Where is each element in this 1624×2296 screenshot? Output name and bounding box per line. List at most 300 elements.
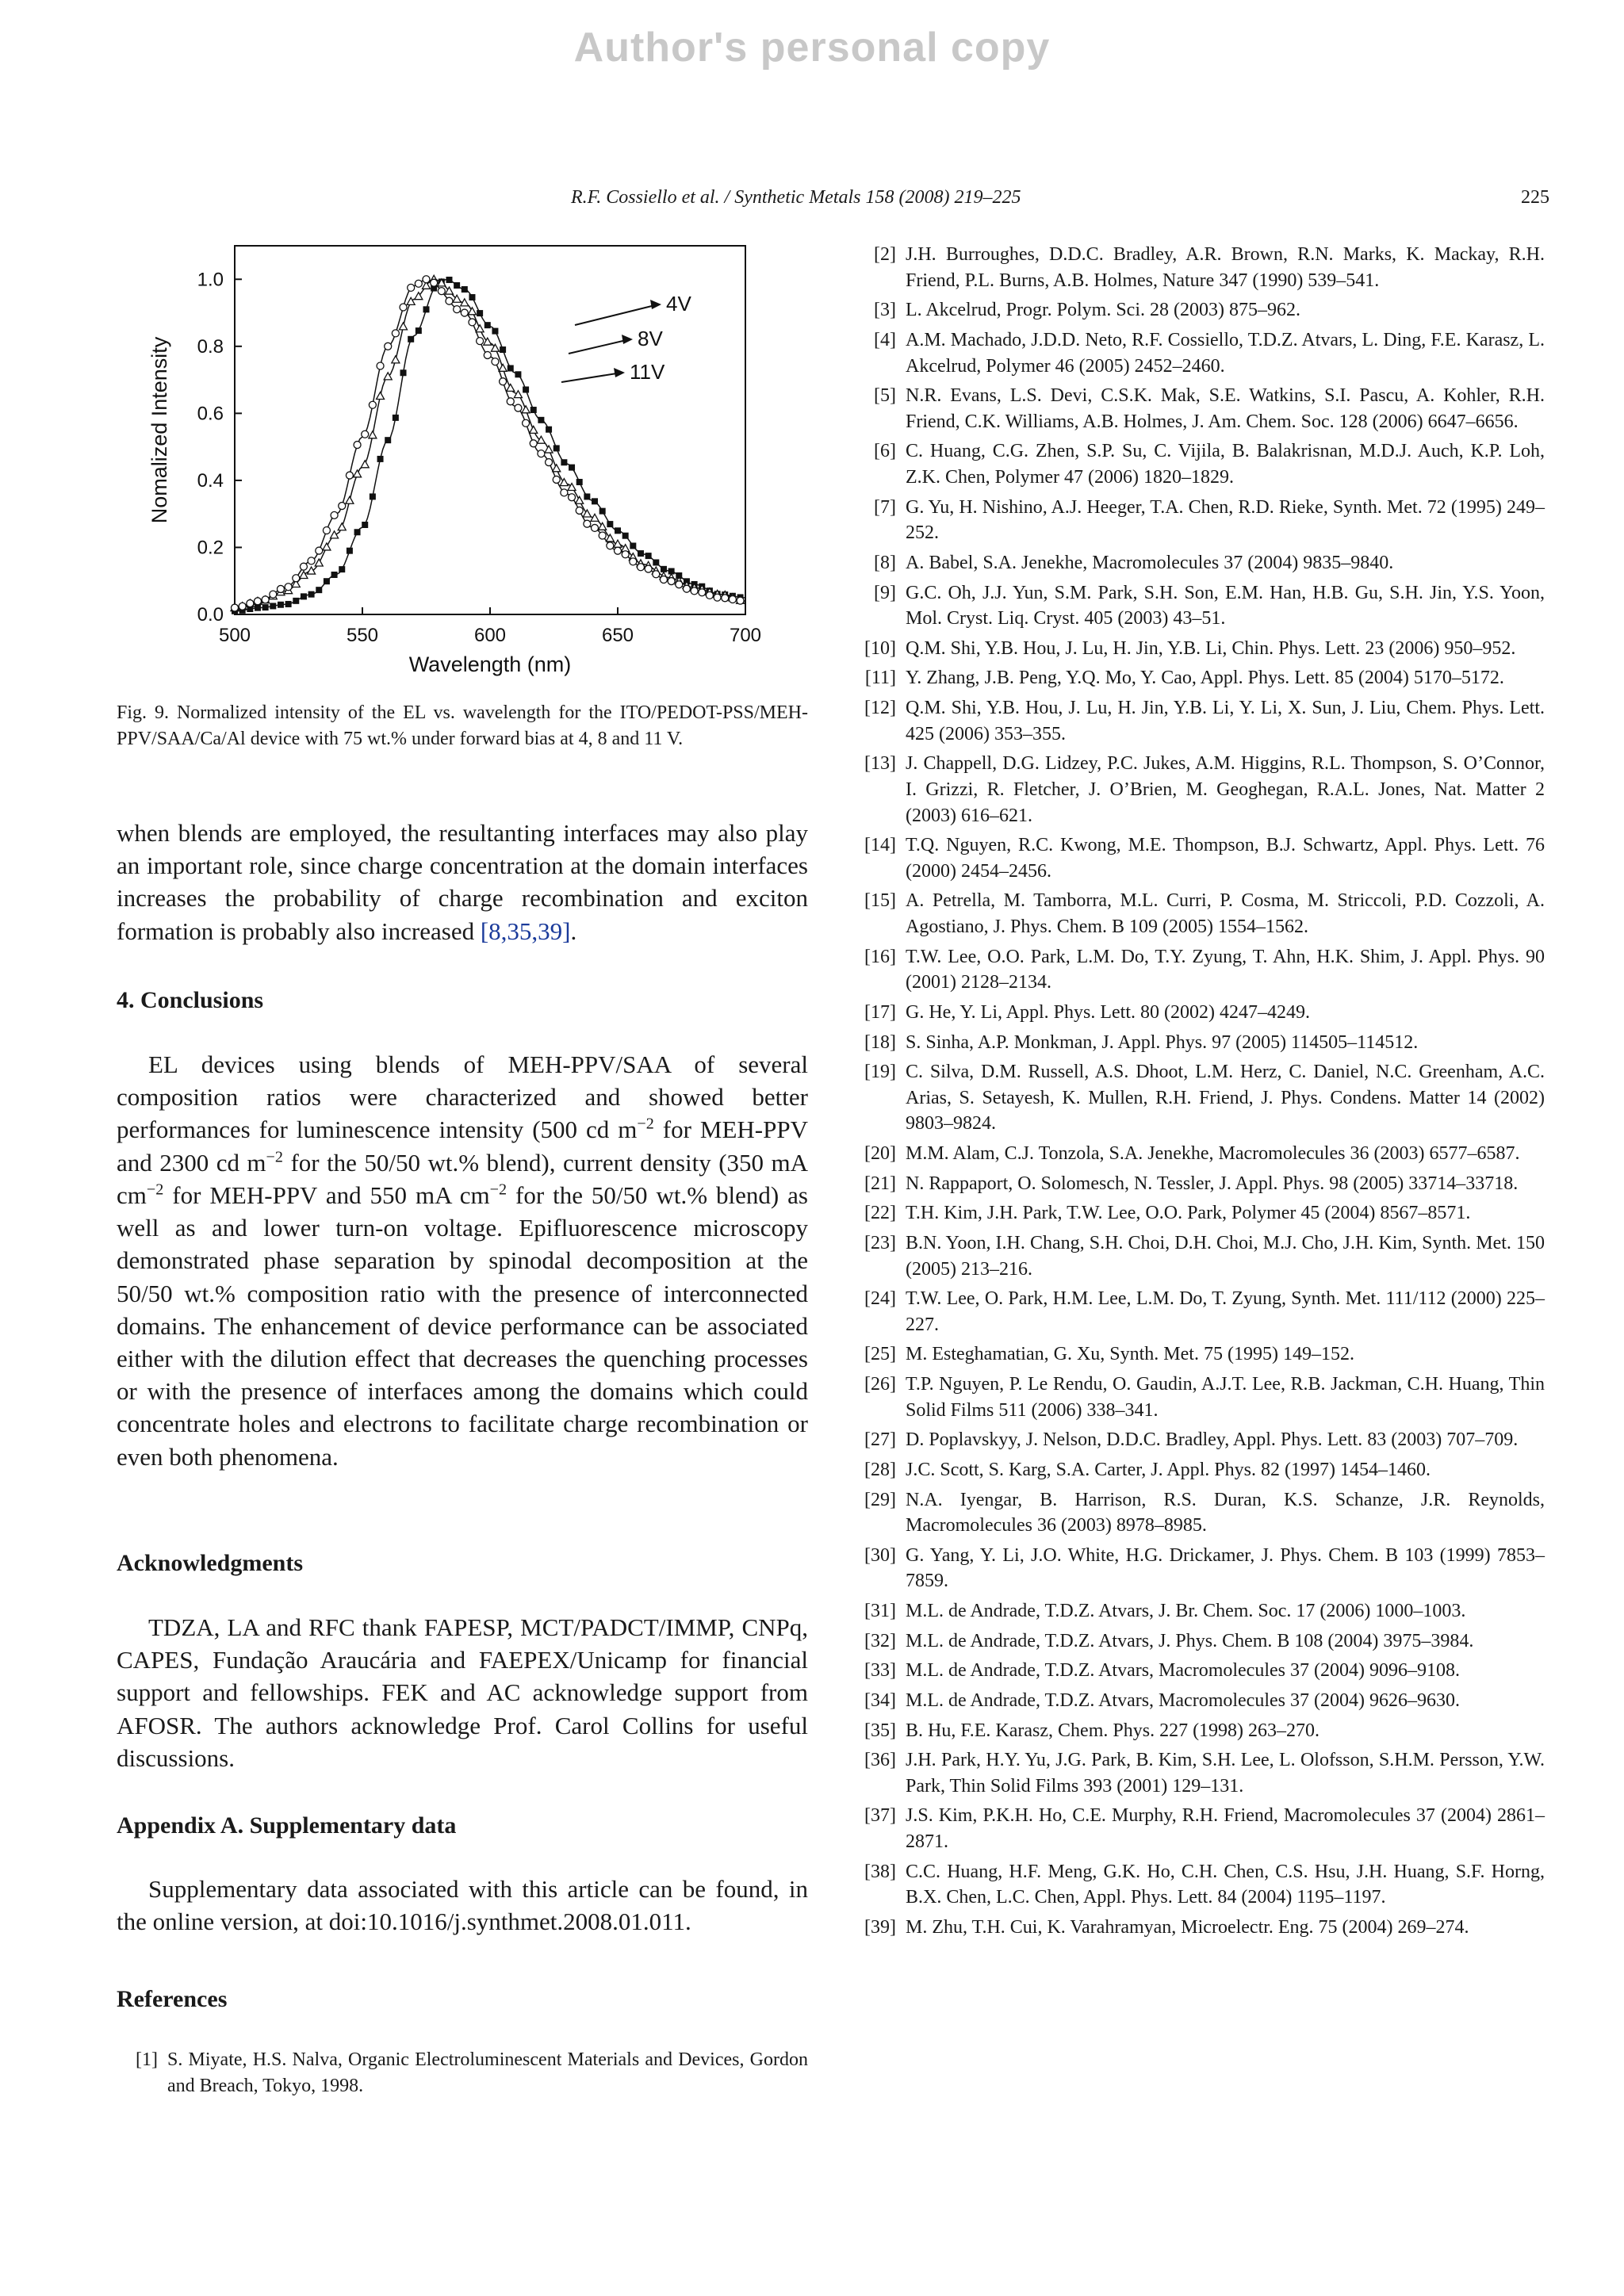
reference-item [855,636,1545,662]
data-point [438,288,445,295]
reference-text: N.R. Evans, L.S. Devi, C.S.K. Mak, S.E. Watkins, S.I. Pascu, A. Kohler, R.H. Friend, C.K. Williams, A.B. Holmes, J. Am. Chem. Soc. 128 (2006) 6647–6656. [906,385,1545,432]
appendix-heading: Appendix A. Supplementary data [117,1812,457,1839]
reference-text: G. He, Y. Li, Appl. Phys. Lett. 80 (2002) 4247–4249. [906,1001,1310,1023]
conclusions-paragraph [117,1048,808,1473]
y-tick-label: 0.8 [197,335,224,358]
paragraph-end: . [570,916,577,945]
reference-text: B.N. Yoon, I.H. Chang, S.H. Choi, D.H. Choi, M.J. Cho, J.H. Kim, Synth. Met. 150 (2005) 213–216. [906,1232,1545,1280]
reference-number: [17] [864,1001,896,1023]
reference-item [855,495,1545,546]
reference-number: [34] [864,1689,896,1711]
running-head: R.F. Cossiello et al. / Synthetic Metals 158 (2008) 219–225 [571,187,1021,208]
data-point [239,603,246,610]
data-point [599,508,606,515]
text-segment: for MEH-PPV and 550 mA cm [163,1181,490,1209]
superscript: −2 [266,1148,283,1166]
reference-number: [38] [864,1861,896,1882]
acknowledgments-paragraph: TDZA, LA and RFC thank FAPESP, MCT/PADCT/IMMP, CNPq, CAPES, Fundação Araucária and FAEPEX/Unicamp for financial support and fellowships. FEK and AC acknowledge support from AFOSR. The authors acknowledge Prof. Carol Collins for useful discussions. [117,1613,808,1772]
data-point [407,297,415,304]
reference-number: [5] [874,385,896,407]
data-point [308,591,315,598]
reference-number: [2] [874,244,896,265]
reference-text: M.M. Alam, C.J. Tonzola, S.A. Jenekhe, Macromolecules 36 (2003) 6577–6587. [906,1143,1520,1164]
reference-text: T.H. Kim, J.H. Park, T.W. Lee, O.O. Park, Polymer 45 (2004) 8567–8571. [906,1203,1471,1224]
reference-number: [24] [864,1288,896,1310]
data-point [277,585,284,592]
data-point [538,450,545,457]
body-paragraph [117,817,808,947]
data-point [469,294,475,300]
reference-number: [7] [874,496,896,518]
reference-text: C. Huang, C.G. Zhen, S.P. Su, C. Vijila, B. Balakrisnan, M.D.J. Auch, K.P. Loh, Z.K. Chen, Polymer 47 (2006) 1820–1829. [906,441,1545,488]
data-point [400,323,408,330]
reference-number: [6] [874,441,896,462]
data-point [400,369,407,376]
annotation-arrow [575,304,658,325]
data-point [262,604,269,610]
annotation-arrowhead [650,300,661,309]
data-point [293,598,299,604]
data-point [300,563,307,570]
data-point [301,593,307,599]
data-point [476,325,484,332]
data-point [461,309,468,316]
reference-item [855,1747,1545,1799]
reference-number: [15] [864,890,896,912]
reference-number: [36] [864,1750,896,1771]
data-point [270,591,277,598]
reference-item [855,888,1545,939]
data-point [545,446,553,453]
x-tick-label: 700 [729,625,762,646]
reference-number: [39] [864,1916,896,1938]
data-point [354,470,362,477]
x-tick-label: 500 [218,625,251,646]
reference-item [855,1141,1545,1167]
reference-number: [9] [874,582,896,603]
data-point [431,279,438,286]
data-point [691,587,698,595]
data-point [500,378,507,385]
reference-item [855,1628,1545,1655]
data-point [454,306,461,313]
reference-text: T.W. Lee, O. Park, H.M. Lee, L.M. Do, T. Zyung, Synth. Met. 111/112 (2000) 225–227. [906,1288,1545,1335]
reference-list-left [117,2047,808,2103]
data-point [499,364,507,371]
data-point [323,527,330,534]
data-point [622,533,629,539]
data-point [522,406,530,413]
data-point [584,493,590,499]
reference-number: [13] [864,753,896,775]
data-point [706,591,713,599]
data-point [599,522,607,530]
reference-number: [3] [874,300,896,321]
data-point [569,494,576,501]
data-point [469,319,476,326]
page-number: 225 [1521,187,1549,208]
references-heading: References [117,1986,228,2012]
data-point [362,522,368,528]
data-point [477,338,484,345]
data-point [484,351,491,358]
data-point [293,575,300,582]
data-point [599,532,606,539]
data-point [645,565,652,572]
annotation-arrowhead [614,368,625,377]
data-point [270,603,276,609]
data-point [446,297,453,304]
reference-text: S. Miyate, H.S. Nalva, Organic Electroluminescent Materials and Devices, Gordon and Breach, Tokyo, 1998. [167,2049,808,2096]
reference-item [855,1200,1545,1226]
reference-number: [11] [864,668,896,689]
x-tick-label: 550 [346,625,379,646]
data-point [346,472,353,479]
data-point [530,426,538,433]
y-tick-label: 1.0 [197,269,224,291]
reference-item [855,1803,1545,1854]
data-point [668,578,675,585]
data-point [285,601,292,607]
reference-text: M. Esteghamatian, G. Xu, Synth. Met. 75 (1995) 149–152. [906,1344,1354,1365]
data-point [615,547,622,554]
y-tick-label: 0.0 [197,604,224,626]
reference-list-right [855,242,1545,1945]
reference-item [855,1171,1545,1197]
data-point [607,521,613,527]
reference-item [855,832,1545,884]
data-point [507,398,514,405]
reference-number: [18] [864,1031,896,1053]
data-point [369,401,376,408]
reference-number: [33] [864,1660,896,1682]
data-point [377,392,385,400]
data-point [408,336,414,342]
reference-number: [32] [864,1630,896,1651]
x-tick-label: 600 [473,625,507,646]
reference-number: [30] [864,1544,896,1566]
data-point [638,550,644,557]
reference-text: G. Yu, H. Nishino, A.J. Heeger, T.A. Chen, R.D. Rieke, Synth. Met. 72 (1995) 249–252. [906,496,1545,544]
reference-number: [8] [874,552,896,573]
data-point [262,596,269,603]
data-point [492,328,498,335]
data-point [416,327,422,334]
reference-item [855,1718,1545,1744]
data-point [515,404,522,411]
reference-text: J.C. Scott, S. Karg, S.A. Carter, J. Appl. Phys. 82 (1997) 1454–1460. [906,1459,1431,1480]
data-point [523,386,529,392]
data-point [530,440,537,447]
reference-number: [14] [864,835,896,856]
data-point [637,564,644,571]
annotation-arrow [561,373,622,382]
reference-number: [1] [136,2049,158,2070]
reference-text: N. Rappaport, O. Solomesch, N. Tessler, J. Appl. Phys. 98 (2005) 33714–33718. [906,1173,1519,1194]
reference-item [855,1230,1545,1282]
data-point [561,489,568,496]
reference-text: J.H. Park, H.Y. Yu, J.G. Park, B. Kim, S.H. Lee, L. Olofsson, S.H.M. Persson, Y.W. Park, Thin Solid Films 393 (2001) 129–131. [906,1750,1545,1797]
data-point [247,600,254,607]
data-point [576,479,583,485]
reference-text: M.L. de Andrade, T.D.Z. Atvars, Macromolecules 37 (2004) 9096–9108. [906,1660,1460,1682]
reference-number: [37] [864,1805,896,1827]
reference-text: M.L. de Andrade, T.D.Z. Atvars, Macromolecules 37 (2004) 9626–9630. [906,1689,1460,1711]
reference-number: [20] [864,1143,896,1164]
data-point [369,431,377,438]
data-point [508,365,514,371]
reference-item [855,242,1545,293]
text-segment: for the 50/50 wt.% blend) as well as and lower turn-on voltage. Epifluorescence microscopy demonstrated phase separation by spinodal decomposition at the 50/50 wt.% composition ratio with the presence of interconnected domains. The enhancement of device performance can be associated either with the dilution effect that decreases the quenching processes or with the presence of interfaces among the domains which could concentrate holes and electrons to facilitate charge recombination or even both phenomena. [117,1181,808,1471]
data-point [308,557,315,564]
reference-item [855,1372,1545,1423]
reference-text: J.H. Burroughes, D.D.C. Bradley, A.R. Brown, R.N. Marks, K. Mackay, R.H. Friend, P.L. Burns, A.B. Holmes, Nature 347 (1990) 539–541. [906,244,1545,291]
data-point [361,461,369,468]
data-point [423,306,430,312]
annotation-label: 4V [666,292,691,316]
superscript: −2 [146,1181,164,1199]
data-point [653,571,660,578]
data-point [392,356,400,363]
data-point [576,507,583,514]
data-point [377,362,384,369]
data-point [377,456,384,462]
reference-item [855,1543,1545,1594]
acknowledgments-heading: Acknowledgments [117,1550,304,1576]
reference-number: [25] [864,1344,896,1365]
data-point [615,527,621,534]
data-point [316,547,323,554]
data-point [607,542,614,549]
data-point [729,595,736,603]
superscript: −2 [637,1115,654,1134]
text-segment: for the 50/50 wt.% blend), current density (350 mA cm [117,1148,808,1209]
reference-item [855,438,1545,490]
reference-number: [4] [874,329,896,350]
data-point [446,277,452,283]
data-point [468,308,476,315]
reference-number: [35] [864,1720,896,1741]
watermark: Author's personal copy [573,25,1051,71]
reference-item [855,297,1545,323]
data-point [576,496,584,503]
reference-item [855,1457,1545,1483]
reference-text: C.C. Huang, H.F. Meng, G.K. Ho, C.H. Chen, C.S. Hsu, J.H. Huang, S.F. Horng, B.X. Chen, L.C. Chen, Appl. Phys. Lett. 84 (2004) 1195–1197. [906,1861,1545,1908]
data-point [592,498,598,504]
data-point [584,520,591,527]
data-point [393,415,399,421]
data-point [477,310,483,316]
superscript: −2 [489,1181,508,1199]
data-point [338,523,346,530]
reference-number: [22] [864,1203,896,1224]
data-point [683,585,690,592]
reference-number: [10] [864,637,896,659]
reference-text: Q.M. Shi, Y.B. Hou, J. Lu, H. Jin, Y.B. Li, Y. Li, X. Sun, J. Liu, Chem. Phys. Lett. 425 (2006) 353–355. [906,698,1545,744]
data-point [492,358,499,365]
data-point [538,417,544,423]
reference-item [855,695,1545,747]
reference-number: [16] [864,946,896,967]
reference-item [855,327,1545,379]
data-point [385,342,392,350]
data-point [354,529,361,535]
reference-number: [19] [864,1062,896,1083]
data-point [392,330,399,337]
reference-text: A. Petrella, M. Tamborra, M.L. Curri, P. Cosma, M. Striccoli, P.D. Cozzoli, A. Agostiano, J. Phys. Chem. B 109 (2005) 1554–1562. [906,890,1545,937]
reference-item [855,1286,1545,1337]
citation-link[interactable]: [8,35,39] [480,916,571,945]
reference-text: J. Chappell, D.G. Lidzey, P.C. Jukes, A.M. Higgins, R.L. Thompson, S. O’Connor, I. Grizzi, R. Fletcher, J. O’Brien, M. Geoghegan, R.A.L. Jones, Nat. Matter 2 (2003) 616–621. [906,753,1545,826]
data-point [339,503,346,510]
data-point [370,493,376,499]
reference-text: L. Akcelrud, Progr. Polym. Sci. 28 (2003) 875–962. [906,300,1300,321]
reference-text: N.A. Iyengar, B. Harrison, R.S. Duran, K.S. Schanze, J.R. Reynolds, Macromolecules 36 (2003) 8978–8985. [906,1489,1545,1536]
data-point [232,604,239,611]
reference-item [855,1487,1545,1539]
reference-number: [12] [864,698,896,718]
conclusions-heading: 4. Conclusions [117,987,264,1013]
annotation-label: 8V [638,327,663,350]
data-point [546,427,552,433]
data-point [315,559,323,566]
figure-9-chart [147,238,785,682]
reference-number: [23] [864,1232,896,1253]
data-point [507,384,515,391]
reference-text: M.L. de Andrade, T.D.Z. Atvars, J. Phys. Chem. B 108 (2004) 3975–3984. [906,1630,1474,1651]
data-point [491,344,499,351]
data-point [254,598,261,605]
reference-text: G. Yang, Y. Li, J.O. White, H.G. Drickamer, J. Phys. Chem. B 103 (1999) 7853–7859. [906,1544,1545,1592]
data-point [630,558,637,565]
data-point [331,511,338,519]
data-point [606,534,614,541]
annotation-label: 11V [630,360,665,384]
reference-text: S. Sinha, A.P. Monkman, J. Appl. Phys. 97 (2005) 114505–114512. [906,1031,1419,1053]
reference-item [855,550,1545,576]
data-point [660,576,667,583]
data-point [583,510,591,517]
data-point [645,553,652,559]
reference-item [117,2047,808,2099]
data-point [569,465,575,471]
reference-item [855,1341,1545,1368]
reference-item [855,1030,1545,1056]
reference-item [855,1059,1545,1137]
data-point [561,459,567,465]
reference-item [855,665,1545,691]
reference-item [855,383,1545,434]
reference-text: T.P. Nguyen, P. Le Rendu, O. Gaudin, A.J.T. Lee, R.B. Jackman, C.H. Huang, Thin Solid Films 511 (2006) 338–341. [906,1374,1545,1421]
data-point [676,581,683,588]
data-point [485,322,491,328]
data-point [385,437,391,443]
reference-text: A. Babel, S.A. Jenekhe, Macromolecules 37 (2004) 9835–9840. [906,552,1394,573]
reference-number: [29] [864,1489,896,1510]
data-point [331,572,338,578]
data-point [462,286,468,293]
reference-text: T.W. Lee, O.O. Park, L.M. Do, T.Y. Zyung, T. Ahn, H.K. Shim, J. Appl. Phys. 90 (2001) 2128–2134. [906,946,1545,993]
reference-item [855,1915,1545,1941]
data-point [553,476,560,483]
text-segment: for MEH-PPV and 2300 cd m [117,1115,808,1177]
data-point [515,371,521,377]
reference-number: [27] [864,1429,896,1451]
data-point [362,430,369,438]
data-point [324,578,330,584]
data-point [699,589,706,596]
reference-text: B. Hu, F.E. Karasz, Chem. Phys. 227 (1998) 263–270. [906,1720,1320,1741]
data-point [323,543,331,550]
data-point [347,548,353,554]
data-point [278,602,284,608]
reference-number: [26] [864,1374,896,1395]
reference-number: [28] [864,1459,896,1480]
reference-item [855,751,1545,828]
data-point [514,391,522,398]
paragraph-text: when blends are employed, the resultanting interfaces may also play an important role, since charge concentration at the domain interfaces increases the probability of charge recombination and exciton formation is probably also increased [117,819,808,945]
text-segment: EL devices using blends of MEH-PPV/SAA of several composition ratios were characterized and showed better performances for luminescence intensity (500 cd m [117,1050,808,1144]
reference-item [855,1688,1545,1714]
data-point [354,442,361,449]
reference-text: T.Q. Nguyen, R.C. Kwong, M.E. Thompson, B.J. Schwartz, Appl. Phys. Lett. 76 (2000) 2454–2456. [906,835,1545,882]
data-point [400,304,407,311]
data-point [331,531,339,538]
data-point [622,551,629,558]
x-tick-label: 650 [601,625,634,646]
y-axis-label: Nomalized Intensity [147,336,171,524]
data-point [630,542,636,549]
y-tick-label: 0.4 [197,469,224,492]
annotation-arrowhead [622,335,633,344]
data-point [339,566,345,572]
reference-text: Y. Zhang, J.B. Peng, Y.Q. Mo, Y. Cao, Appl. Phys. Lett. 85 (2004) 5170–5172. [906,668,1504,689]
data-point [530,407,537,413]
reference-item [855,1859,1545,1911]
reference-number: [31] [864,1601,896,1621]
data-point [408,284,415,291]
data-point [500,346,506,353]
reference-item [855,1658,1545,1684]
y-tick-label: 0.2 [197,537,224,559]
reference-item [855,1000,1545,1026]
reference-text: Q.M. Shi, Y.B. Hou, J. Lu, H. Jin, Y.B. Li, Chin. Phys. Lett. 23 (2006) 950–952. [906,637,1516,659]
data-point [653,559,659,565]
reference-text: C. Silva, D.M. Russell, A.S. Dhoot, L.M. Herz, C. Daniel, N.C. Greenham, A.C. Arias, S. Setayesh, K. Mullen, R.H. Friend, J. Phys. Condens. Matter 14 (2002) 9803–9824. [906,1062,1545,1135]
reference-text: M. Zhu, T.H. Cui, K. Varahramyan, Microelectr. Eng. 75 (2004) 269–274. [906,1916,1469,1938]
y-tick-label: 0.6 [197,403,224,425]
figure-caption: Fig. 9. Normalized intensity of the EL vs. wavelength for the ITO/PEDOT-PSS/MEH-PPV/SAA/Ca/Al device with 75 wt.% under forward bias at 4, 8 and 11 V. [117,702,808,749]
annotation-arrow [569,339,630,354]
data-point [537,436,545,443]
x-axis-label: Wavelength (nm) [408,652,572,676]
data-point [546,459,553,466]
reference-number: [21] [864,1173,896,1194]
data-point [553,445,560,451]
reference-item [855,580,1545,632]
data-point [346,496,354,503]
reference-item [855,1598,1545,1624]
data-point [722,595,729,602]
reference-item [855,1427,1545,1453]
data-point [316,587,322,593]
data-point [714,594,721,601]
reference-text: J.S. Kim, P.K.H. Ho, C.E. Murphy, R.H. Friend, Macromolecules 37 (2004) 2861–2871. [906,1805,1545,1852]
appendix-paragraph: Supplementary data associated with this article can be found, in the online version, at doi:10.1016/j.synthmet.2008.01.011. [117,1875,808,1936]
data-point [737,597,744,604]
reference-item [855,944,1545,996]
reference-text: G.C. Oh, J.J. Yun, S.M. Park, S.H. Son, E.M. Han, H.B. Gu, S.H. Jin, Y.S. Yoon, Mol. Cryst. Liq. Cryst. 405 (2003) 43–51. [906,582,1545,629]
